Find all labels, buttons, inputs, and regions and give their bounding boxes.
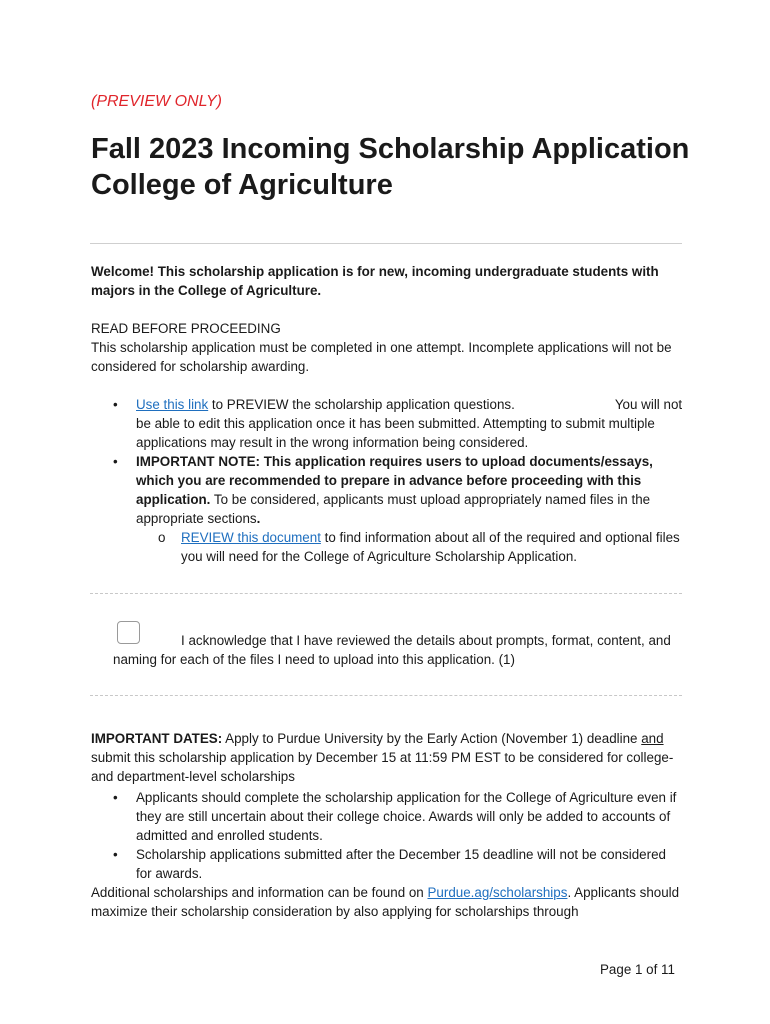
sub-list-item: [136, 528, 683, 566]
bullet1-text-a: to PREVIEW the scholarship application questions.: [208, 397, 515, 412]
list-item: [91, 788, 683, 845]
sub-list: [136, 528, 683, 566]
important-dates-text-a: Apply to Purdue University by the Early Action (November 1) deadline: [222, 731, 642, 746]
important-dates-label: IMPORTANT DATES:: [91, 731, 223, 746]
scholarships-link[interactable]: Purdue.ag/scholarships: [427, 885, 568, 900]
page-title: Fall 2023 Incoming Scholarship Application College of Agriculture: [91, 133, 690, 201]
bullet2-end: .: [256, 511, 261, 526]
important-dates-text-b: submit this scholarship application by December 15 at 11:59 PM EST to be considered for college- and department-level scholarships: [91, 750, 674, 784]
section-divider: [90, 695, 682, 696]
list-item: [91, 395, 683, 452]
page-number: Page 1 of 11: [600, 962, 675, 977]
list-item: [91, 452, 683, 566]
instructions-list: [91, 395, 683, 566]
dates-list: [91, 788, 683, 883]
bullet-icon: •: [113, 847, 118, 862]
sub-bullet-icon: o: [158, 530, 166, 545]
preview-link[interactable]: Use this link: [136, 397, 209, 412]
list-item: [91, 845, 683, 883]
acknowledge-text: I acknowledge that I have reviewed the details about prompts, format, content, and naming for each of the files I need to upload into this application. (1): [113, 633, 671, 667]
title-divider: [90, 243, 682, 244]
additional-text-a: Additional scholarships and information can be found on: [91, 885, 428, 900]
bullet-icon: •: [113, 454, 118, 469]
additional-info: [91, 883, 683, 921]
dates-bullet-text: Scholarship applications submitted after the December 15 deadline will not be considered for awards.: [136, 847, 666, 881]
bullet1-text-b: You will not be able to edit this application once it has been submitted. Attempting to submit multiple applications may result in the wrong information being considered.: [136, 397, 683, 450]
bullet-icon: •: [113, 790, 118, 805]
section-divider: [90, 593, 682, 594]
welcome-text: Welcome! This scholarship application is for new, incoming undergraduate students with majors in the College of Agriculture.: [91, 264, 659, 298]
preview-label: (PREVIEW ONLY): [91, 93, 222, 110]
read-body: This scholarship application must be completed in one attempt. Incomplete applications will not be considered for scholarship awarding.: [91, 340, 672, 374]
additional-text-b: . Applicants should maximize their scholarship consideration by also applying for scholarships through: [91, 885, 680, 919]
sub-bullet-text: to find information about all of the required and optional files you will need for the College of Agriculture Scholarship Application.: [181, 530, 680, 564]
read-heading: READ BEFORE PROCEEDING: [91, 321, 281, 336]
review-document-link[interactable]: REVIEW this document: [181, 530, 321, 545]
and-word: and: [641, 731, 664, 746]
important-dates: [91, 729, 683, 786]
dates-bullet-text: Applicants should complete the scholarship application for the College of Agriculture even if they are still uncertain about their college choice. Awards will only be added to accounts of admitted and enrolled students.: [136, 790, 677, 843]
important-note: IMPORTANT NOTE: This application requires users to upload documents/essays, which you are recommended to prepare in advance before proceeding with this application.: [136, 454, 653, 507]
bullet-icon: •: [113, 397, 118, 412]
bullet2-text: To be considered, applicants must upload appropriately named files in the appropriate sections: [136, 492, 651, 526]
